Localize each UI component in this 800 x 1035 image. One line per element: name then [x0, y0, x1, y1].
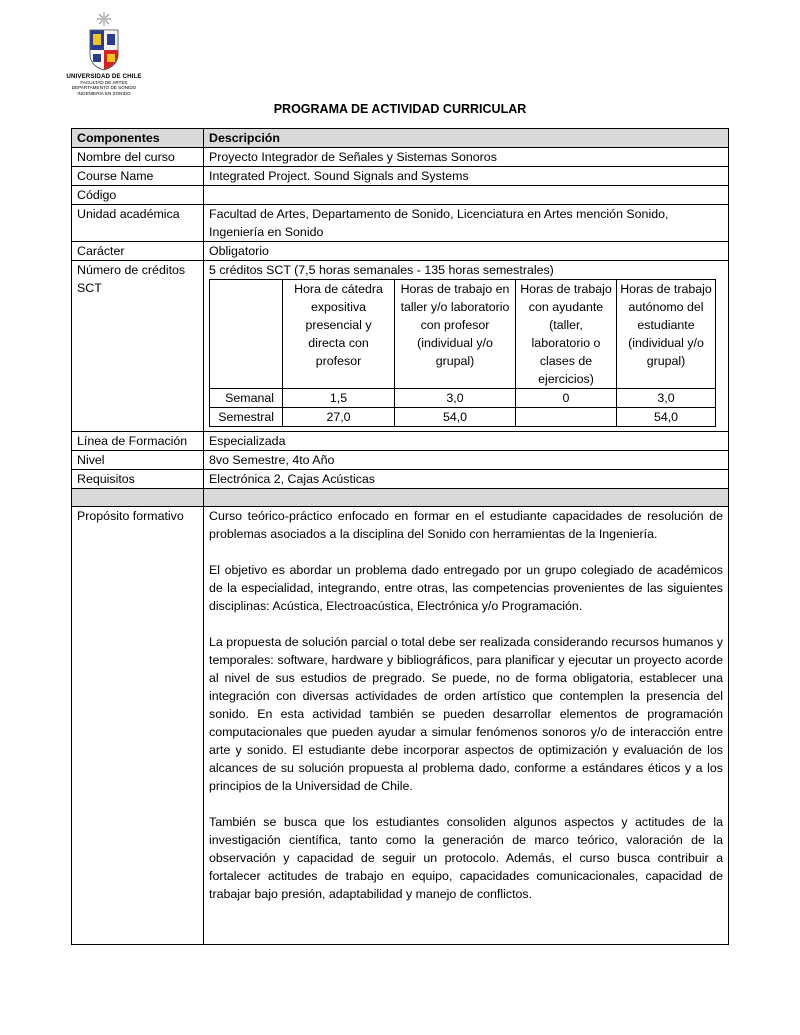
- separator-row: [72, 489, 729, 507]
- label-linea-formacion: Línea de Formación: [72, 432, 204, 451]
- label-course-name: Course Name: [72, 167, 204, 186]
- sct-header-row: [210, 280, 716, 389]
- proposito-paragraph: El objetivo es abordar un problema dado entregado por un grupo colegiado de académicos de la especialidad, integrando, entre otras, las competencias provenientes de las siguientes disciplinas: Acústica, Electroacústica, Electrónica y/o Programación.: [209, 563, 723, 613]
- university-name: UNIVERSIDAD DE CHILE: [66, 73, 142, 80]
- course-program-table: [71, 128, 729, 945]
- sct-header-taller: Horas de trabajo en taller y/o laboratorio con profesor (individual y/o grupal): [395, 280, 516, 389]
- value-codigo: [204, 186, 729, 205]
- sct-cell: 3,0: [617, 389, 716, 408]
- row-nombre-curso: [72, 148, 729, 167]
- sct-cell: 0: [516, 389, 617, 408]
- sct-corner-cell: [210, 280, 283, 389]
- label-nivel: Nivel: [72, 451, 204, 470]
- table-header-row: [72, 129, 729, 148]
- sct-cell: 3,0: [395, 389, 516, 408]
- value-proposito: [204, 507, 729, 945]
- sct-cell: 54,0: [617, 408, 716, 427]
- label-codigo: Código: [72, 186, 204, 205]
- proposito-paragraph: Curso teórico-práctico enfocado en formar en el estudiante capacidades de resolución de problemas asociados a la disciplina del Sonido con herramientas de la Ingeniería.: [209, 509, 723, 541]
- sct-cell: [516, 408, 617, 427]
- faculty-line: FACULTAD DE ARTES: [80, 80, 128, 85]
- separator-cell: [204, 489, 729, 507]
- value-linea-formacion: Especializada: [204, 432, 729, 451]
- label-unidad-academica: Unidad académica: [72, 205, 204, 242]
- proposito-paragraph: La propuesta de solución parcial o total debe ser realizada considerando recursos humanos y temporales: software, hardware y bibliográficos, para planificar y ejecutar un proyecto acorde al nivel de sus estudios de pregrado. Se puede, no de forma obligatoria, establecer una integración con diversas actividades de orden artístico que contemplen la presencia del sonido. En esta actividad también se pueden desarrollar elementos de programación computacionales que pueden ayudar a simular fenómenos sonoros y/o de interacción entre arte y sonido. El estudiante debe incorporar aspectos de optimización y evaluación de los alcances de su solución propuesta al problema dado, conforme a estándares éticos y a los principios de la Universidad de Chile.: [209, 635, 723, 793]
- sct-row-semestral: [210, 408, 716, 427]
- sct-label-semanal: Semanal: [210, 389, 283, 408]
- label-proposito: Propósito formativo: [72, 507, 204, 945]
- row-proposito: [72, 507, 729, 945]
- row-unidad-academica: [72, 205, 729, 242]
- row-linea-formacion: [72, 432, 729, 451]
- label-caracter: Carácter: [72, 242, 204, 261]
- value-unidad-academica: Facultad de Artes, Departamento de Sonido, Licenciatura en Artes mención Sonido, Ingeniería en Sonido: [204, 205, 729, 242]
- label-nombre-curso: Nombre del curso: [72, 148, 204, 167]
- row-caracter: [72, 242, 729, 261]
- row-creditos: [72, 261, 729, 432]
- label-creditos: Número de créditos SCT: [72, 261, 204, 432]
- sct-cell: 1,5: [283, 389, 395, 408]
- value-nombre-curso: Proyecto Integrador de Señales y Sistemas Sonoros: [204, 148, 729, 167]
- sct-row-semanal: [210, 389, 716, 408]
- sct-cell: 54,0: [395, 408, 516, 427]
- page-title: PROGRAMA DE ACTIVIDAD CURRICULAR: [273, 102, 527, 116]
- value-course-name: Integrated Project. Sound Signals and Systems: [204, 167, 729, 186]
- separator-cell: [72, 489, 204, 507]
- sct-header-ayudante: Horas de trabajo con ayudante (taller, laboratorio o clases de ejercicios): [516, 280, 617, 389]
- row-nivel: [72, 451, 729, 470]
- row-requisitos: [72, 470, 729, 489]
- header-componentes: Componentes: [72, 129, 204, 148]
- program-line: INGENIERÍA EN SONIDO: [77, 90, 131, 96]
- value-caracter: Obligatorio: [204, 242, 729, 261]
- university-seal-icon: [82, 10, 126, 72]
- sct-hours-table: [209, 279, 716, 427]
- sct-header-catedra: Hora de cátedra expositiva presencial y directa con profesor: [283, 280, 395, 389]
- value-requisitos: Electrónica 2, Cajas Acústicas: [204, 470, 729, 489]
- label-requisitos: Requisitos: [72, 470, 204, 489]
- department-line: DEPARTAMENTO DE SONIDO: [71, 85, 137, 91]
- proposito-paragraph: También se busca que los estudiantes consoliden algunos aspectos y actitudes de la investigación científica, tanto como la generación de marco teórico, valoración de la observación y capacidad de seguir un protocolo. Además, el curso busca contribuir a fortalecer actitudes de trabajo en equipo, capacidades comunicacionales, capacidad de trabajar bajo presión, adaptabilidad y manejo de conflictos.: [209, 815, 723, 901]
- sct-label-semestral: Semestral: [210, 408, 283, 427]
- university-logo: [62, 10, 146, 96]
- row-course-name: [72, 167, 729, 186]
- sct-header-autonomo: Horas de trabajo autónomo del estudiante (individual y/o grupal): [617, 280, 716, 389]
- sct-cell: 27,0: [283, 408, 395, 427]
- row-codigo: [72, 186, 729, 205]
- creditos-summary: 5 créditos SCT (7,5 horas semanales - 135 horas semestrales): [209, 263, 554, 277]
- value-nivel: 8vo Semestre, 4to Año: [204, 451, 729, 470]
- header-descripcion: Descripción: [204, 129, 729, 148]
- value-creditos: [204, 261, 729, 432]
